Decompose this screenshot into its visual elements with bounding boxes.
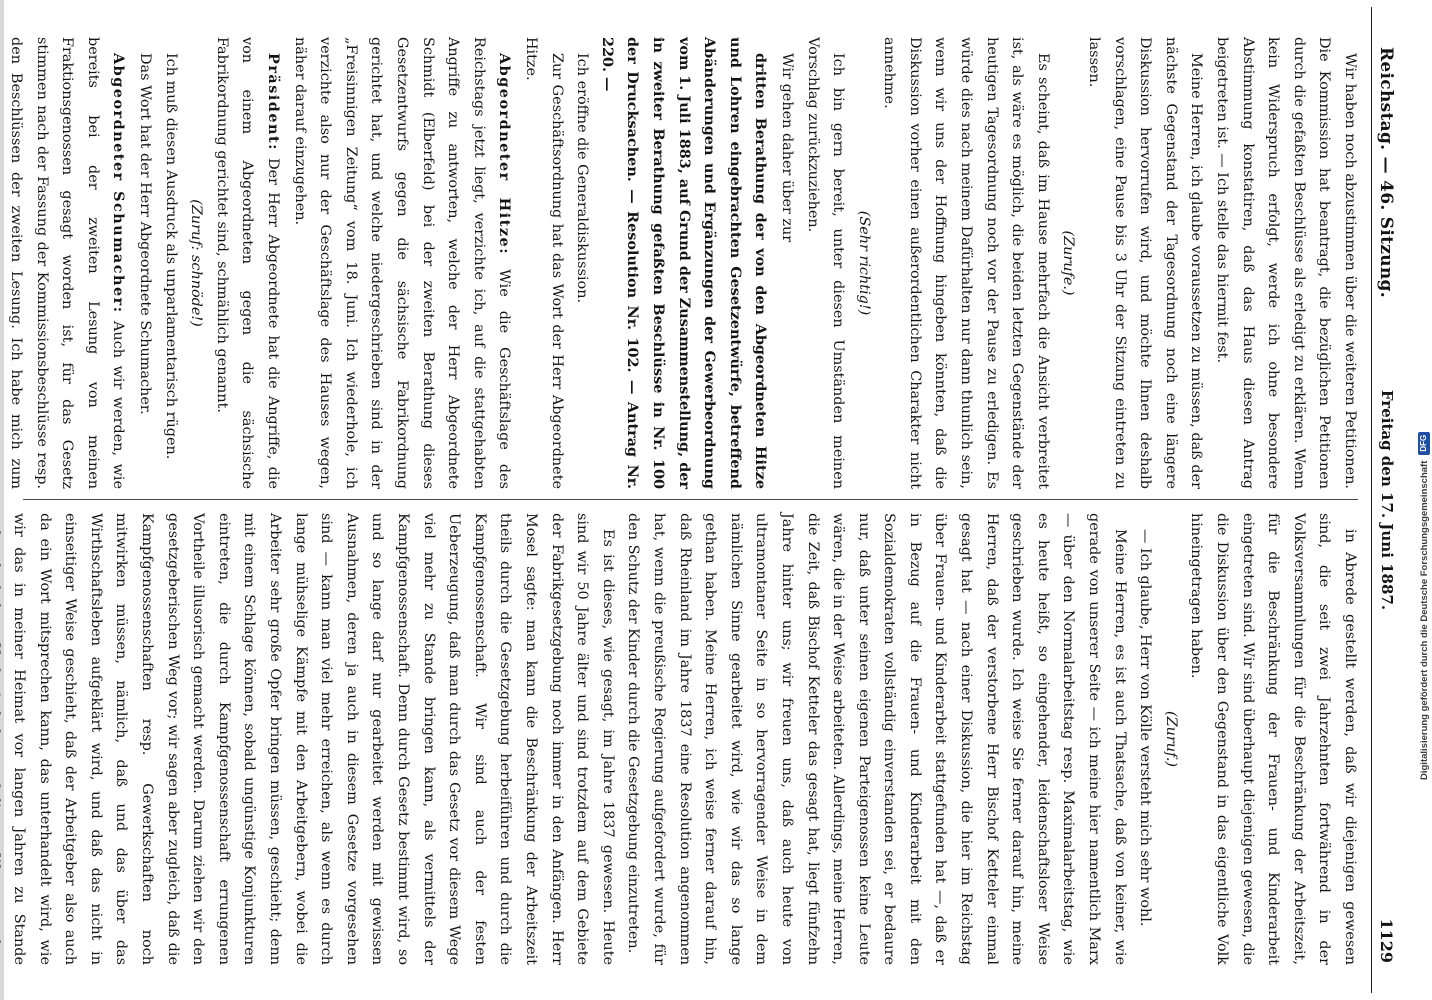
paragraph: — Ich glaube, Herr von Kölle versteht mich sehr wohl. [1137,529,1154,927]
speaker-name: Abgeordneter Hitze: [496,53,514,256]
right-column [11,513,1362,965]
paragraph: in Abrede gestellt werden, daß wir diejenigen gewesen sind, die seit zwei Jahrzehnten fortwährend in der Volksversammlungen für die Beschränkung der Arbeitszeit, für die Beschränkung der Frauen- und Kinderarbeit eingetreten sind. Wir sind überhaupt diejenigen gewesen, die die Diskussion über den Gegenstand in das eigentliche Volk hineingetragen haben. [1188,513,1358,965]
digitization-credit [1417,220,1431,780]
paragraph: Ich bin gern bereit, unter diesen Umständen meinen Vorschlag zurückzuziehen. [804,37,847,489]
header-date: Freitag den 17. Juni 1887. [1378,389,1396,611]
interjection: (Sehr richtig!) [855,210,872,316]
paragraph: Wir haben noch abzustimmen über die weiteren Petitionen. Die Kommission hat beantragt, die bezüglichen Petitionen durch die gefaßten Beschlüsse als erledigt zu erklären. Wenn kein Widerspruch erfolgt, werde ich ohne besondere Abstimmung konstatiren, daß das Haus diesen Antrag beigetreten ist. — Ich stelle das hiermit fest. [1214,37,1358,489]
left-column [8,37,1362,490]
speaker-name: Präsident: [265,53,283,151]
dfg-logo: DFG [1418,432,1430,455]
paragraph: Wir gehen daher über zur [778,53,795,243]
paragraph: Ich muß diesen Ausdruck als unparlamentarisch rügen. [162,53,179,460]
speaker-name: Abgeordneter Schumacher: [110,53,128,314]
paragraph: Das Wort hat der Herr Abgeordnete Schumacher. [137,53,154,415]
speech-text: Wie die Geschäftslage des Reichstags jetzt liegt, verzichte ich, auf die stattgehabten Angriffe zu antworten, welche der Herr Abgeordnete Schmidt (Elberfeld) bei der zweiten Berathung dieses Gesetzentwurfs gegen die sächsische Fabrikordnung gerichtet hat, und welche niedergeschrieben sind in der „Freisinnigen Zeitung“ vom 18. Juni. Ich wiederhole, ich verzichte also nur der Geschäftslage des Hauses wegen, näher darauf einzugehen. [291,37,513,489]
paragraph: Zur Geschäftsordnung hat das Wort der Herr Abgeordnete Hitze. [523,37,565,489]
speech-text: Auch wir werden, wie bereits bei der zweiten Lesung von meinen Fraktionsgenossen gesagt worden ist, für das Gesetz stimmen nach der Fassung der Kommissionsbeschlüsse resp. den Beschlüssen der zweiten Lesung. Ich habe mich zum [8,37,127,490]
speech-text: Der Herr Abgeordnete hat die Angriffe, die von einem Abgeordneten gegen die sächsische Fabrikordnung gerichtet sind, schmählich genannt. [213,37,282,489]
column-divider [23,499,1358,500]
interjection: (Zuruf.) [1162,710,1179,768]
paragraph: Ich eröffne die Generaldiskussion. [574,53,591,304]
credit-text: Digitalisierung gefördert durch die Deutsche Forschungsgemeinschaft [1418,460,1430,780]
newspaper-page [6,7,1408,993]
page-header [1371,7,1400,993]
agenda-item: dritten Berathung der von den Abgeordneten Hitze und Lohren eingebrachten Gesetzentwürfe, betreffend Abänderungen und Ergänzungen der Gewerbeordnung vom 1. Juli 1883, auf Grund der Zusammenstellung, der in zweiter Berathung gefaßten Beschlüsse in Nr. 100 der Drucksachen. — Resolution Nr. 102. — Antrag Nr. 220. — [598,37,770,489]
page-number: 1129 [1377,918,1396,963]
interjection: (Zurufe.) [1060,230,1077,296]
paragraph: Meine Herren, ich glaube voraussetzen zu müssen, daß der nächste Gegenstand der Tagesordnung noch eine längere Diskussion hervorrufen wird, und möchte Ihnen deshalb vorschlagen, eine Pause bis 3 Uhr der Sitzung eintreten zu lassen. [1086,37,1205,489]
paragraph: Es scheint, daß im Hause mehrfach die Ansicht verbreitet ist, als wäre es möglich, die beiden letzten Gegenstände der heutigen Tagesordnung noch vor der Pause zu erledigen. Es würde dies nach meinem Dafürhalten nur dann thunlich sein, wenn wir uns der Hoffnung hingeben könnten, daß die Diskussion vorher einen außerordentlichen Charakter nicht annehme. [881,37,1051,489]
interjection: (Zuruf: schnöde!) [188,199,205,327]
paragraph: Es ist dieses, wie gesagt, im Jahre 1837 gewesen. Heute sind wir 50 Jahre älter und sind trotzdem auf dem Gebiete der Fabrikgesetzgebung noch immer in den Anfängen. Herr Mosel sagte: man kann die Beschränkung der Arbeitszeit theils durch die Gesetzgebung herbeiführen und durch die Kampfgenossenschaft. Wir sind auch der festen Ueberzeugung, daß man durch das Gesetz vor diesem Wege viel mehr zu Stande bringen kann, als vermittels der Kampfgenossenschaft. Denn durch Gesetz bestimmt wird, so und so lange darf nur gearbeitet werden mit gewissen Ausnahmen, deren ja auch in diesem Gesetze vorgesehen sind — kann man viel mehr erreichen, als wenn es durch lange mühselige Kämpfe mit den Arbeitgebern, wobei die Arbeiter sehr große Opfer bringen müssen, geschieht; denn mit einem Schlage können, sobald ungünstige Konjunkturen eintreten, die durch Kampfgenossenschaft errungenen Vortheile illusorisch gemacht werden. Darum ziehen wir den gesetzgeberischen Weg vor; wir sagen aber zugleich, daß die Kampfgenossenschaften resp. Gewerkschaften noch mitwirken müssen, nämlich, daß und das über das Wirthschaftsleben aufgeklärt wird, und daß das nicht in einseitiger Weise geschieht, daß der Arbeitgeber also auch da ein Wort mitsprechen kann, das unterhandelt wird, wie wir das in meiner Heimat vor langen Jahren zu Stande [11,513,616,965]
header-section: Reichstag. — 46. Sitzung. [1376,47,1396,298]
paragraph: Meine Herren, es ist auch Thatsache, daß von keiner, wie gerade von unserer Seite — ich meine hier namentlich Marx — über den Normalarbeitstag resp. Maximalarbeitstag, wie es heute heißt, so eingehender, leidenschaftsloser Weise geschrieben wurde. Ich weise Sie ferner darauf hin, meine Herren, daß der verstorbene Herr Bischof Ketteler einmal gesagt hat — nach einer Diskussion, die hier im Reichstag über Frauen- und Kinderarbeit stattgefunden hat —, daß er in Bezug auf die Frauen- und Kinderarbeit mit den Sozialdemokraten vollständig einverstanden sei, er bedaure nur, daß unter seinen eigenen Parteigenossen keine Leute wären, die in der Weise arbeiteten. Allerdings, meine Herren, die Zeit, daß Bischof Ketteler das gesagt hat, liegt fünfzehn Jahre hinter uns; wir freuen uns, daß auch heute von ultramontaner Seite in so hervorragender Weise in dem nämlichen Sinne gearbeitet wird, wie wir das so lange gethan haben. Meine Herren, ich weise ferner darauf hin, daß Rheinland im Jahre 1837 eine Resolution angenommen hat, wenn die preußische Regierung aufgefordert wurde, für den Schutz der Kinder durch die Gesetzgebung einzutreten. [625,513,1128,965]
